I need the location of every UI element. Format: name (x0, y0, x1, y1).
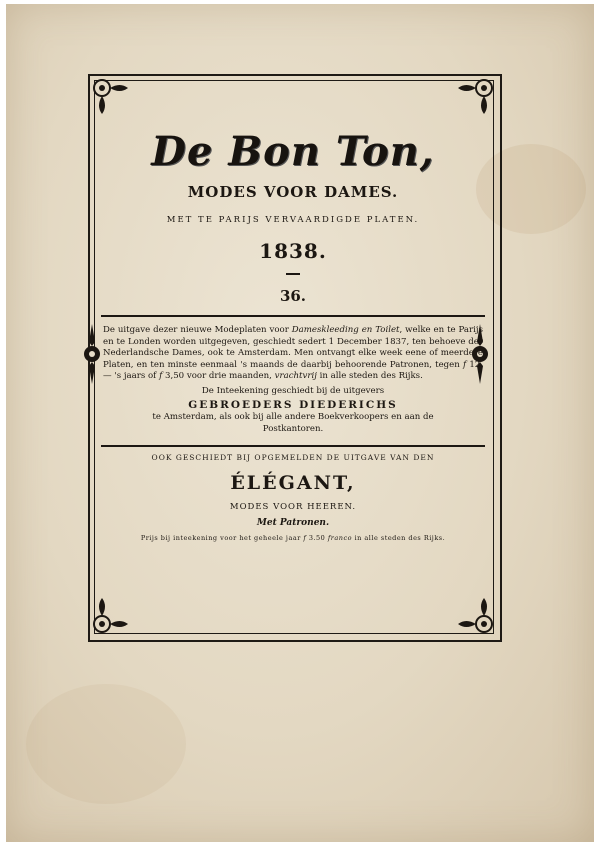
paper-sheet (6, 4, 594, 842)
magazine-title: De Bon Ton, (151, 128, 435, 175)
tagline: MET TE PARIJS VERVAARDIGDE PLATEN. (166, 215, 420, 225)
title-page-content (101, 82, 485, 542)
divider-rule (101, 445, 485, 447)
corner-ornament-icon (90, 596, 130, 636)
also-published-note: OOK GESCHIEDT BIJ OPGEMELDEN DE UITGAVE VAN DEN (151, 452, 435, 462)
magazine-subtitle: MODES VOOR DAMES. (187, 183, 399, 201)
paper-stain (26, 684, 186, 804)
issue-number: 36. (279, 287, 307, 305)
elegant-title: ÉLÉGANT, (230, 471, 356, 494)
corner-ornament-icon (456, 596, 496, 636)
elegant-subtitle: MODES VOOR HEEREN. (229, 501, 357, 512)
year: 1838. (259, 239, 327, 263)
divider-rule (101, 315, 485, 317)
publisher-name: GEBROEDERS DIEDERICHS (188, 398, 398, 411)
price-note: Prijs bij inteekening voor het geheele jaar f 3.50 franco in alle steden des Rijks. (140, 533, 446, 542)
divider-dash (286, 273, 300, 275)
announcement-paragraph: De uitgave dezer nieuwe Modeplaten voor Dameskleeding en Toilet, welke en te Parijs en te Londen worden uitgegeven, geschiedt sedert 1 December 1837, ten behoeve der Nederlandsche Dames, ook te Amsterdam. Men ontvangt elke week eene of meerdere Platen, en ten minste eenmaal 's maands de daarbij behoorende Patronen, tegen f 12,— 's jaars of f 3,50 voor drie maanden, vrachtvrij in alle steden des Rijks. (103, 325, 483, 382)
subscription-note: De Inteekening geschiedt bij de uitgevers (201, 385, 385, 396)
publisher-location: te Amsterdam, als ook bij alle andere Boekverkoopers en aan de Postkantoren. (152, 411, 434, 434)
with-patterns: Met Patronen. (256, 517, 330, 528)
side-ornament-icon (81, 324, 103, 384)
